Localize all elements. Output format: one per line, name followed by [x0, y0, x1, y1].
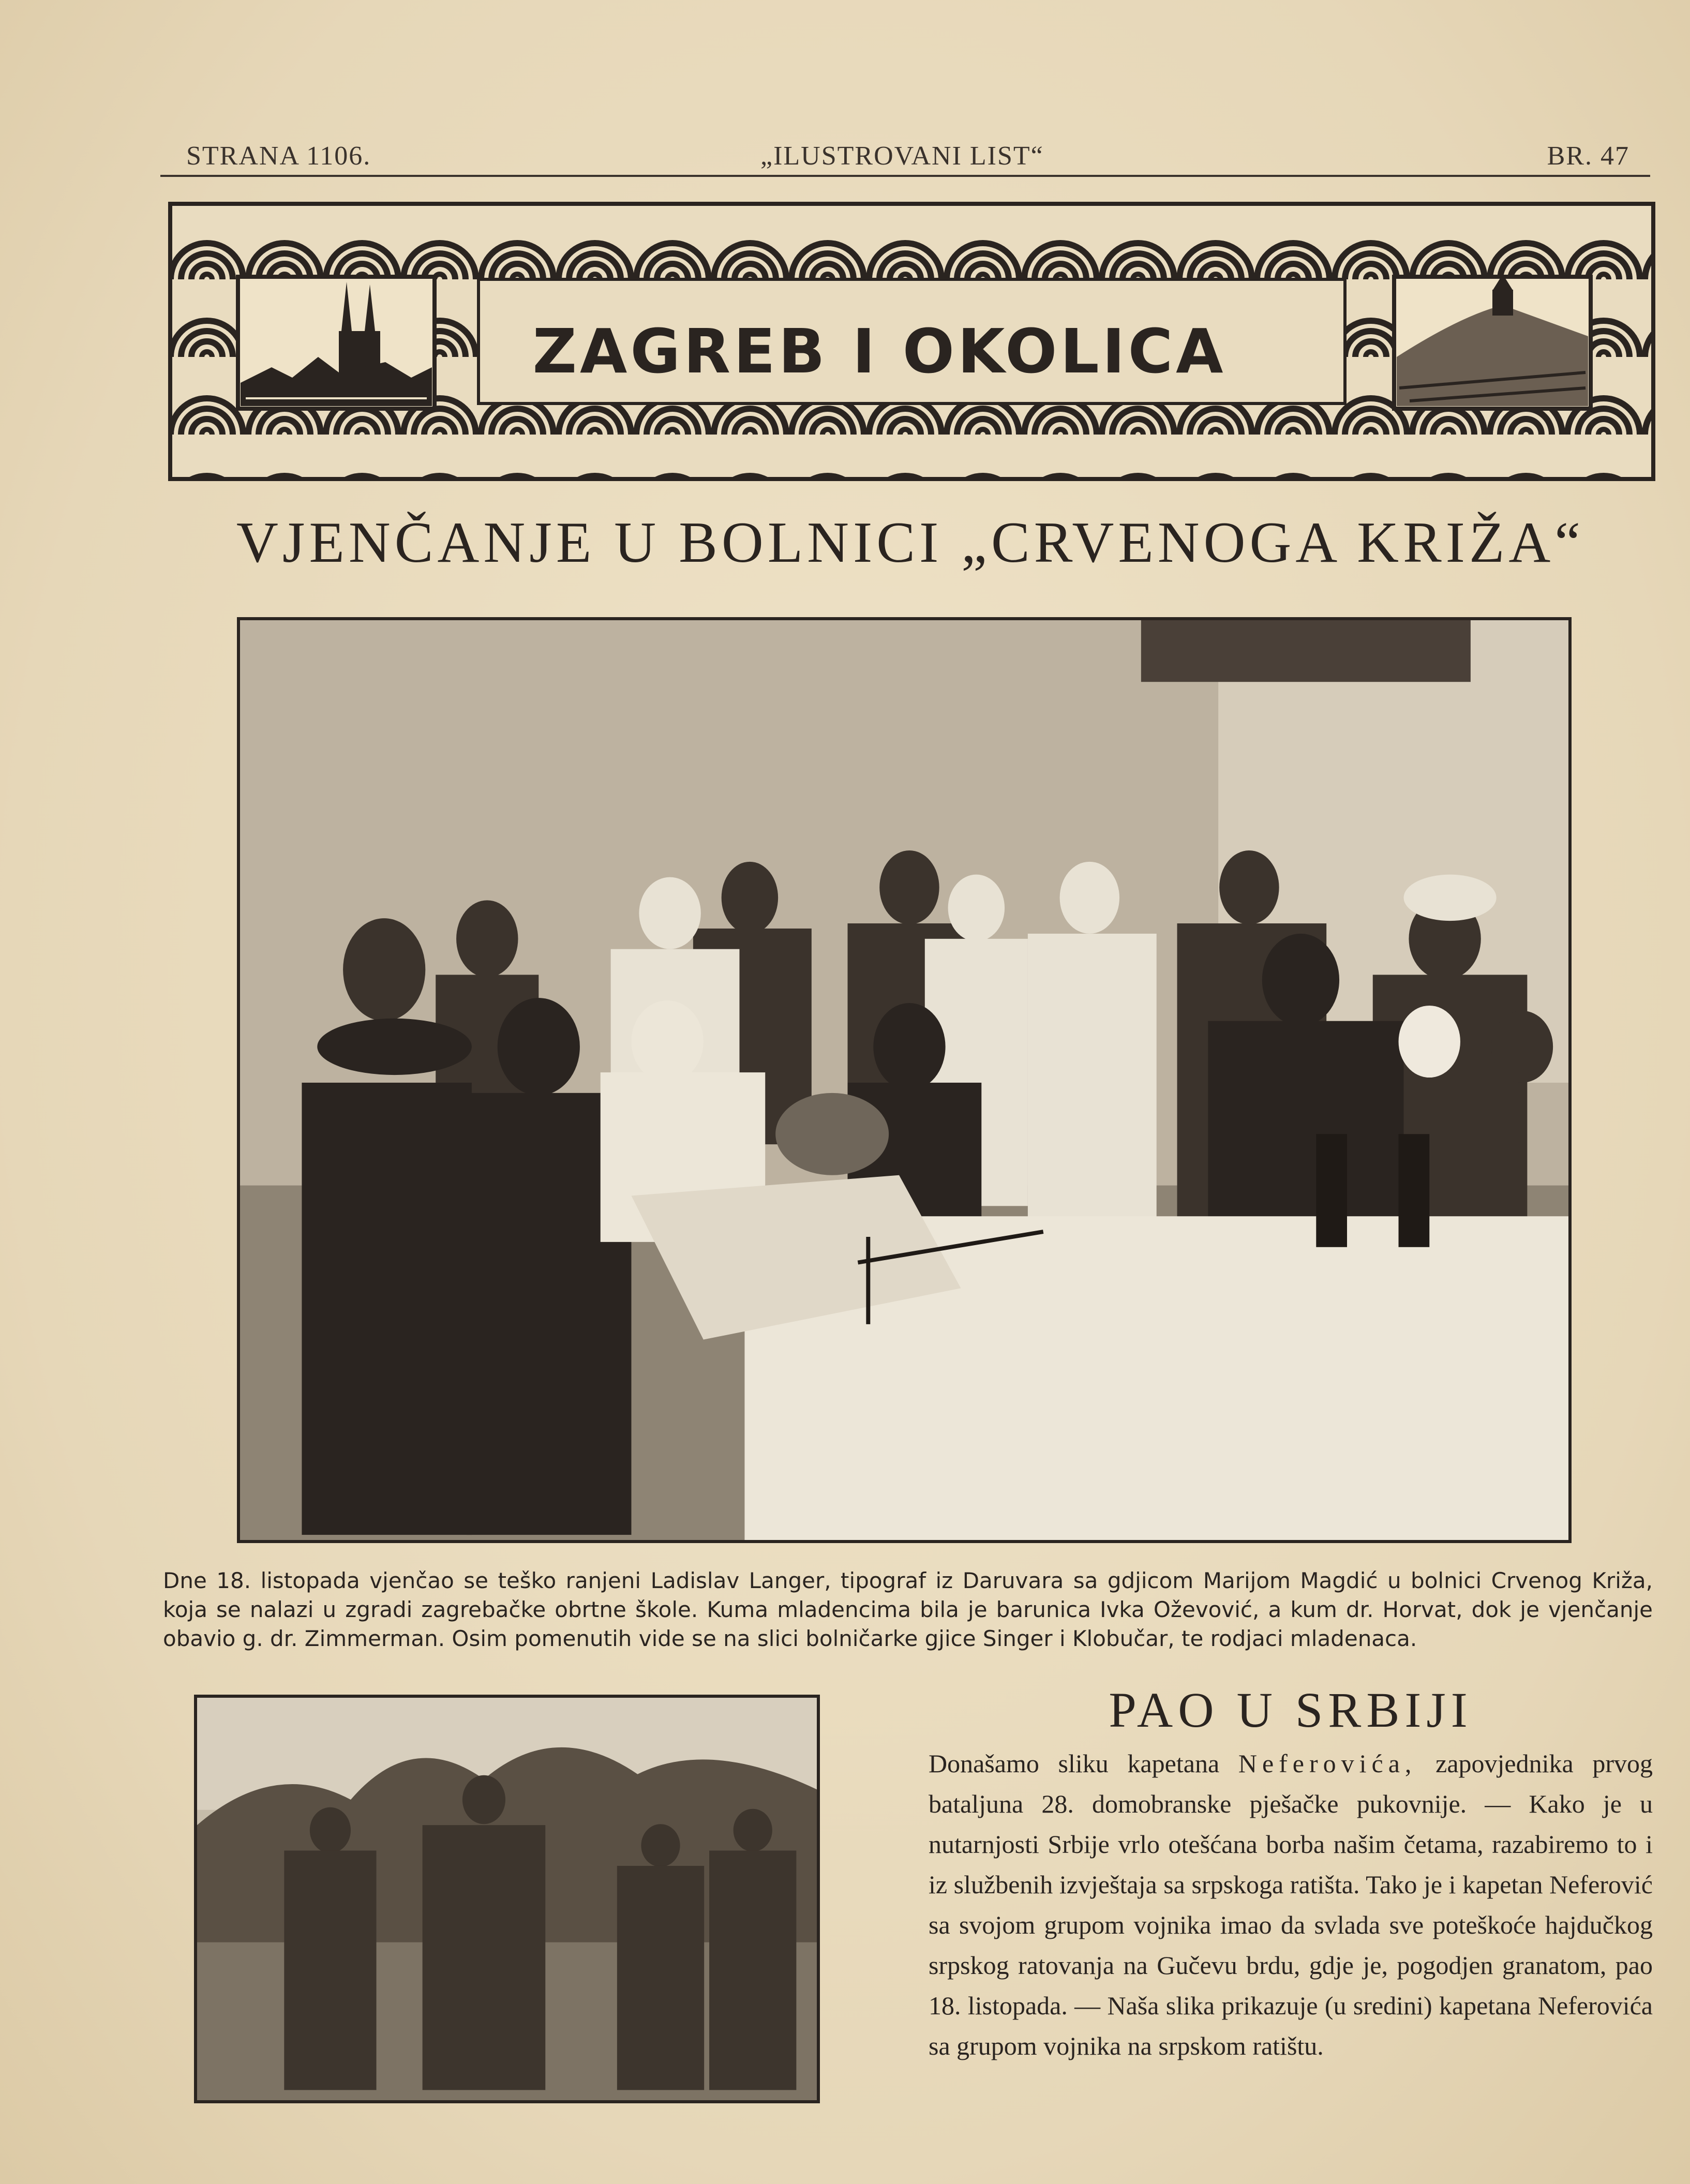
cathedral-town-icon [238, 277, 435, 409]
article-body [929, 1743, 1653, 2066]
running-header [160, 136, 1650, 177]
page-number: STRANA 1106. [186, 141, 371, 171]
article-body-start: Donašamo sliku kapetana [929, 1749, 1220, 1778]
soldiers-photo [194, 1695, 820, 2103]
photo-caption: Dne 18. listopada vjenčao se teško ranjeni Ladislav Langer, tipograf iz Daruvara sa gdjicom Marijom Magdić u bolnici Crvenog Križa, koja se nalazi u zgradi zagrebačke obrtne škole. Kuma mladencima bila je barunica Ivka Oževović, a kum dr. Horvat, dok je vjenčanje obavio g. dr. Zimmerman. Osim pomenutih vide se na slici bolničarke gjice Singer i Klobučar, te rodjaci mladenaca. [163, 1568, 1653, 1651]
article-title: PAO U SRBIJI [1109, 1682, 1473, 1738]
wedding-photo [237, 617, 1572, 1543]
issue-number: BR. 47 [1547, 141, 1629, 171]
section-title: ZAGREB I OKOLICA [532, 316, 1227, 387]
header-rule [160, 175, 1650, 177]
hill-church-icon [1394, 274, 1591, 409]
article-body-rest: zapovjednika prvog bataljuna 28. domobranske pješačke pukovnije. — Kako je u nutarnjosti Srbije vrlo otešćana borba našim četama, razabiremo to i iz službenih izvještaja sa srpskoga ratišta. Tako je i kapetan Neferović sa svojom grupom vojnika imao da svlada sve poteškoće hajdučkog srpskog ratovanja na Gučevu brdu, gdje je, pogodjen granatom, pao 18. listopada. — Naša slika prikazuje (u sredini) kapetana Neferovića sa grupom vojnika na srpskom ratištu. [929, 1749, 1653, 2060]
publication-title: „ILUSTROVANI LIST“ [760, 141, 1044, 171]
captain-name: Neferovića, [1238, 1749, 1417, 1778]
article-headline: VJENČANJE U BOLNICI „CRVENOGA KRIŽA“ [236, 511, 1584, 575]
